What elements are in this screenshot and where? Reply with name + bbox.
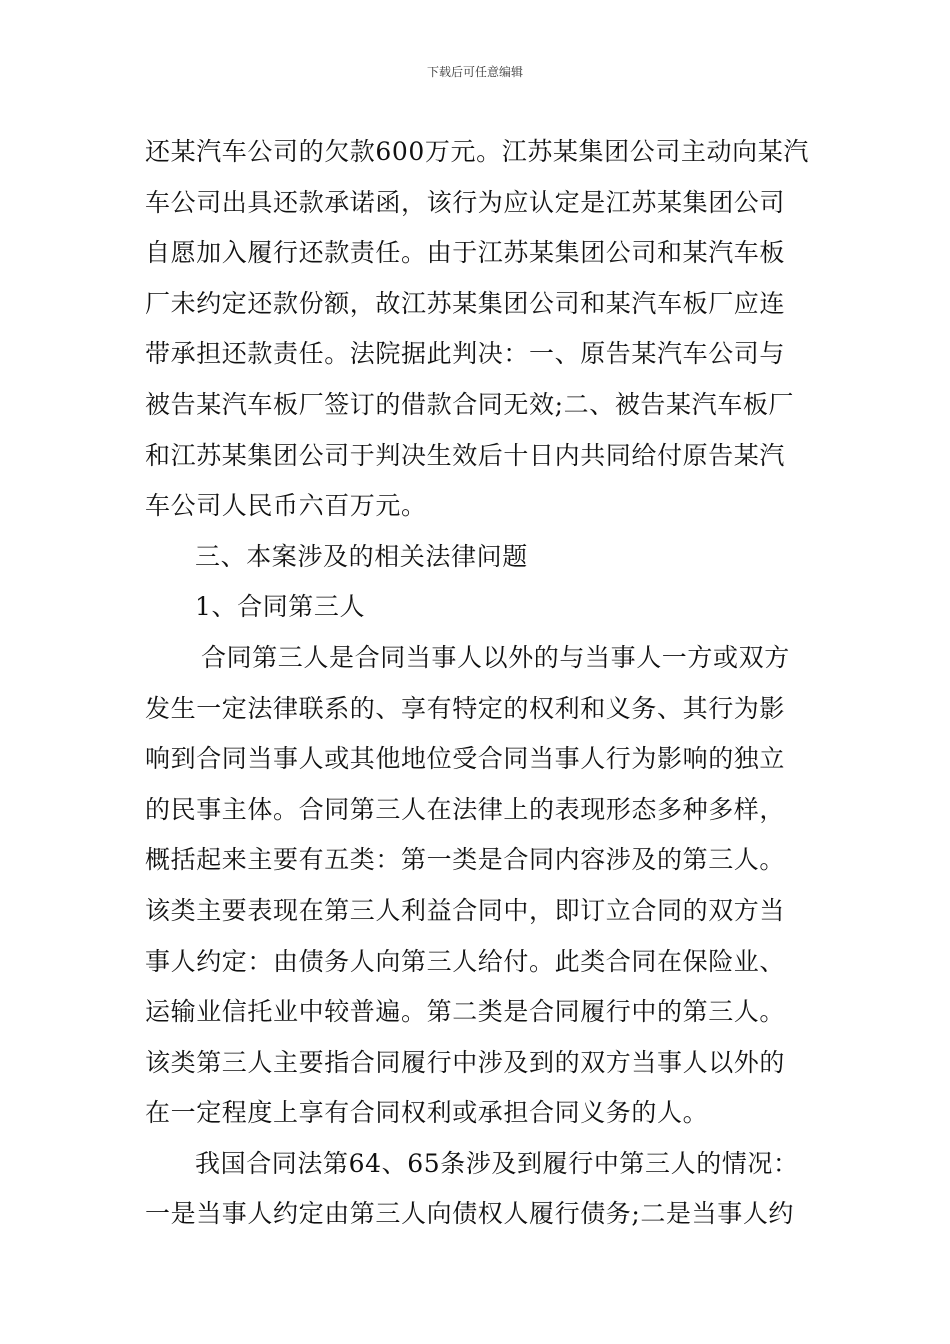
text-line: 响到合同当事人或其他地位受合同当事人行为影响的独立	[145, 744, 786, 774]
text-line: 还某汽车公司的欠款600万元。江苏某集团公司主动向某汽	[145, 137, 809, 166]
text-line: 车公司人民币六百万元。	[145, 491, 427, 521]
text-line: 车公司出具还款承诺函，该行为应认定是江苏某集团公司	[145, 187, 786, 217]
text-line: 在一定程度上享有合同权利或承担合同义务的人。	[145, 1098, 709, 1128]
text-line: 运输业信托业中较普遍。第二类是合同履行中的第三人。	[145, 997, 786, 1027]
text-line: 概括起来主要有五类：第一类是合同内容涉及的第三人。	[145, 845, 786, 875]
paragraph-start-line: 我国合同法第64、65条涉及到履行中第三人的情况：	[195, 1148, 799, 1178]
paragraph-start-line: 合同第三人是合同当事人以外的与当事人一方或双方	[201, 642, 790, 672]
subsection-heading: 1、合同第三人	[195, 592, 366, 622]
text-line: 发生一定法律联系的、享有特定的权利和义务、其行为影	[145, 693, 786, 723]
text-line: 一是当事人约定由第三人向债权人履行债务;二是当事人约	[145, 1199, 795, 1229]
text-line: 和江苏某集团公司于判决生效后十日内共同给付原告某汽	[145, 440, 786, 470]
document-body	[145, 127, 807, 1240]
text-line: 事人约定：由债务人向第三人给付。此类合同在保险业、	[145, 946, 786, 976]
text-line: 带承担还款责任。法院据此判决：一、原告某汽车公司与	[145, 339, 786, 369]
text-line: 该类主要表现在第三人利益合同中，即订立合同的双方当	[145, 895, 786, 925]
text-line: 被告某汽车板厂签订的借款合同无效;二、被告某汽车板厂	[145, 389, 795, 419]
text-line: 自愿加入履行还款责任。由于江苏某集团公司和某汽车板	[145, 238, 786, 268]
text-line: 厂未约定还款份额，故江苏某集团公司和某汽车板厂应连	[145, 288, 786, 318]
section-heading: 三、本案涉及的相关法律问题	[195, 541, 528, 571]
text-line: 该类第三人主要指合同履行中涉及到的双方当事人以外的	[145, 1047, 786, 1077]
text-line: 的民事主体。合同第三人在法律上的表现形态多种多样，	[145, 794, 786, 824]
page-header: 下载后可任意编辑	[426, 65, 523, 79]
